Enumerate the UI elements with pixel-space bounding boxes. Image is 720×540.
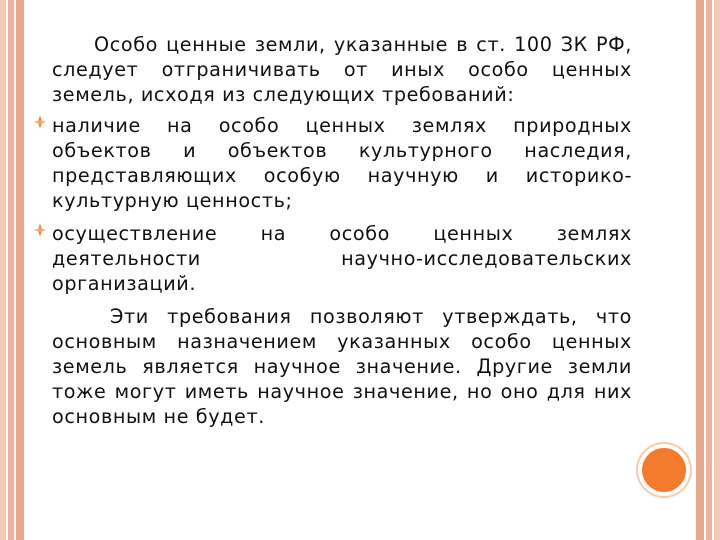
orange-circle-decoration [642,448,686,492]
intro-paragraph: Особо ценные земли, указанные в ст. 100 ЗК РФ, следует отграничивать от иных особо ценных земель, исходя из следующих требований: [52,33,632,106]
slide-body [52,32,632,429]
conclusion-paragraph: Эти требования позволяют утверждать, что основным назначением указанных особо ценных земель является научное значение. Другие земли тоже могут иметь научное значение, но оно для них основным не будет. [52,305,632,428]
bullet-text-2: осуществление на особо ценных землях деятельности научно-исследовательских организаций. [52,222,632,295]
diamond-bullet-icon [32,113,48,135]
left-frame-border [0,0,28,540]
right-frame-border [692,0,720,540]
bullet-item-2 [52,221,632,296]
bullet-item-1 [52,113,632,213]
diamond-bullet-icon [32,221,48,243]
bullet-text-1: наличие на особо ценных землях природных объектов и объектов культурного наследия, представляющих особую научную и историко-культурную ценность; [52,114,632,212]
